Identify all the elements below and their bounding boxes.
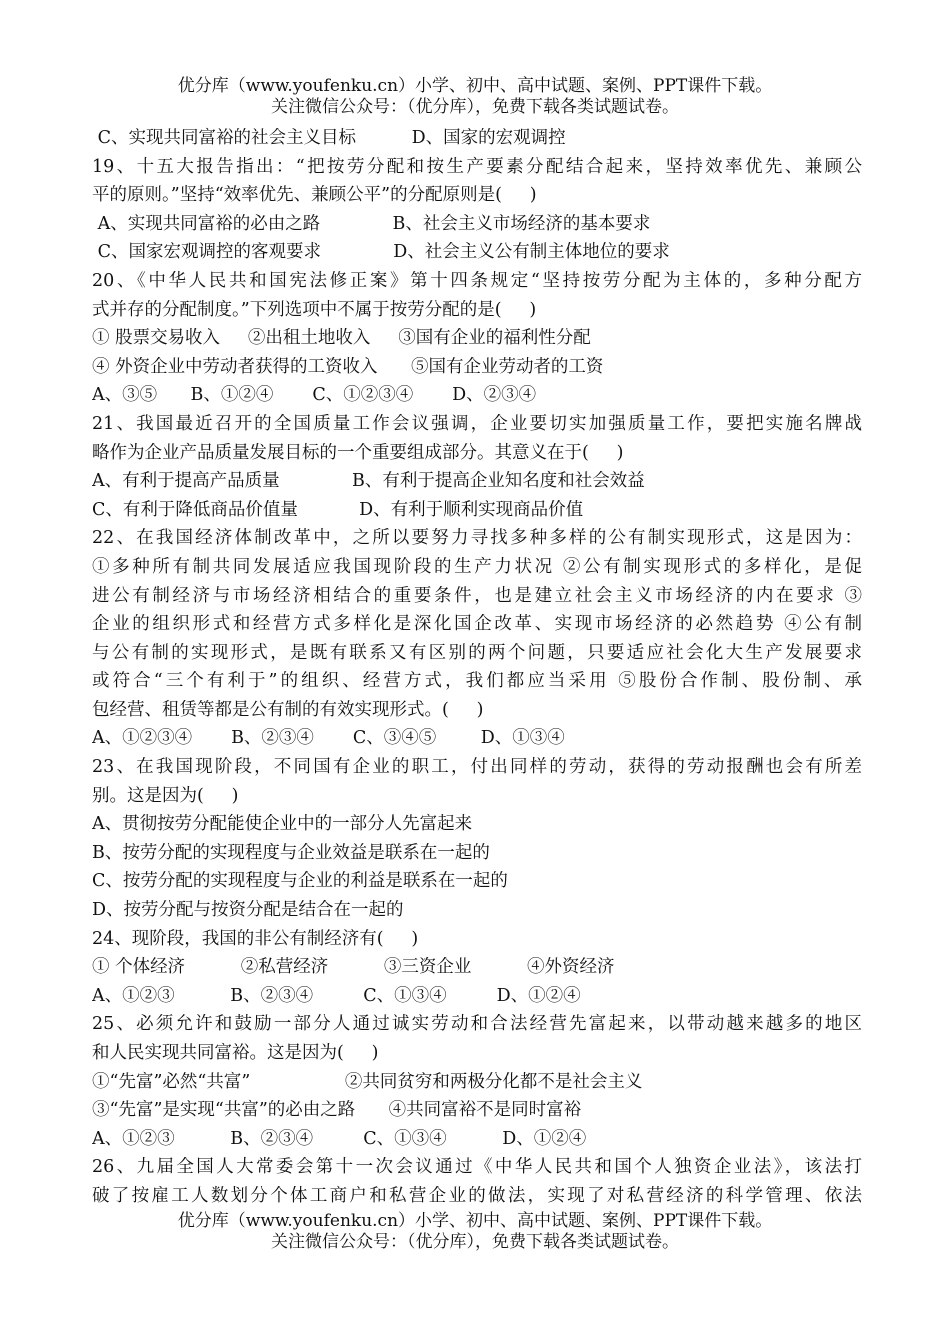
option-line: D、按劳分配与按资分配是结合在一起的 xyxy=(92,900,404,921)
option-line: C、按劳分配的实现程度与企业的利益是联系在一起的 xyxy=(92,871,508,892)
question-22-text: 22、在我国经济体制改革中，之所以要努力寻找多种多样的公有制实现形式，这是因为： xyxy=(92,528,862,549)
question-24-text: 24、现阶段，我国的非公有制经济有( ) xyxy=(92,928,419,949)
question-23-text: 别。这是因为( ) xyxy=(92,785,239,806)
option-line: A、①②③ B、②③④ C、①③④ D、①②④ xyxy=(92,1128,587,1149)
statement-line: 或符合“三个有利于”的组织、经营方式，我们都应当采用 ⑤股份合作制、股份制、承 xyxy=(92,671,862,692)
question-25-text: 25、必须允许和鼓励一部分人通过诚实劳动和合法经营先富起来，以带动越来越多的地区 xyxy=(92,1014,862,1035)
option-line: C、有利于降低商品价值量 D、有利于顺利实现商品价值 xyxy=(92,499,584,520)
footer-line-2: 关注微信公众号：（优分库），免费下载各类试题试卷。 xyxy=(271,1232,679,1252)
statement-line: 与公有制的实现形式，是既有联系又有区别的两个问题，只要适应社会化大生产发展要求 xyxy=(92,642,862,663)
option-line: A、①②③④ B、②③④ C、③④⑤ D、①③④ xyxy=(92,728,565,749)
option-line: A、③⑤ B、①②④ C、①②③④ D、②③④ xyxy=(92,385,537,406)
statement-line: 进公有制经济与市场经济相结合的重要条件，也是建立社会主义市场经济的内在要求 ③ xyxy=(92,585,862,606)
question-21-text: 21、我国最近召开的全国质量工作会议强调，企业要切实加强质量工作，要把实施名牌战 xyxy=(92,413,862,434)
option-line: A、有利于提高产品质量 B、有利于提高企业知名度和社会效益 xyxy=(92,471,645,492)
question-21-text: 略作为企业产品质量发展目标的一个重要组成部分。其意义在于( ) xyxy=(92,442,624,463)
statement-line: ①多种所有制共同发展适应我国现阶段的生产力状况 ②公有制实现形式的多样化，是促 xyxy=(92,556,862,577)
question-25-text: 和人民实现共同富裕。这是因为( ) xyxy=(92,1043,379,1063)
question-23-text: 23、在我国现阶段，不同国有企业的职工，付出同样的劳动，获得的劳动报酬也会有所差 xyxy=(92,757,862,778)
statement-line: ④ 外资企业中劳动者获得的工资收入 ⑤国有企业劳动者的工资 xyxy=(92,356,604,377)
footer-line-1: 优分库（www.youfenku.cn）小学、初中、高中试题、案例、PPT课件下载。 xyxy=(177,1211,773,1231)
header-line-2: 关注微信公众号：（优分库），免费下载各类试题试卷。 xyxy=(271,97,679,117)
page-header xyxy=(0,76,950,118)
header-line-1: 优分库（www.youfenku.cn）小学、初中、高中试题、案例、PPT课件下载。 xyxy=(177,76,773,96)
question-20-text: 20、《中华人民共和国宪法修正案》第十四条规定“坚持按劳分配为主体的，多种分配方 xyxy=(92,270,862,291)
statement-line: ①“先富”必然“共富” ②共同贫穷和两极分化都不是社会主义 xyxy=(92,1071,643,1092)
question-19-text: 平的原则。”坚持“效率优先、兼顾公平”的分配原则是( ) xyxy=(92,185,537,206)
option-line: C、国家宏观调控的客观要求 D、社会主义公有制主体地位的要求 xyxy=(92,242,670,263)
question-26-text: 26、九届全国人大常委会第十一次会议通过《中华人民共和国个人独资企业法》，该法打 xyxy=(92,1157,862,1178)
page-footer xyxy=(0,1211,950,1253)
statement-line: 包经营、租赁等都是公有制的有效实现形式。( ) xyxy=(92,699,484,720)
question-20-text: 式并存的分配制度。”下列选项中不属于按劳分配的是( ) xyxy=(92,299,537,320)
option-line: C、实现共同富裕的社会主义目标 D、国家的宏观调控 xyxy=(92,128,566,148)
statement-line: ③“先富”是实现“共富”的必由之路 ④共同富裕不是同时富裕 xyxy=(92,1100,582,1121)
document-body xyxy=(92,124,862,1211)
statement-line: ① 股票交易收入 ②出租土地收入 ③国有企业的福利性分配 xyxy=(92,328,591,349)
statement-line: ① 个体经济 ②私营经济 ③三资企业 ④外资经济 xyxy=(92,957,615,978)
question-19-text: 19、十五大报告指出：“把按劳分配和按生产要素分配结合起来，坚持效率优先、兼顾公 xyxy=(92,156,862,177)
option-line: B、按劳分配的实现程度与企业效益是联系在一起的 xyxy=(92,842,490,863)
question-26-text: 破了按雇工人数划分个体工商户和私营企业的做法，实现了对私营经济的科学管理、依法 xyxy=(92,1185,862,1206)
option-line: A、①②③ B、②③④ C、①③④ D、①②④ xyxy=(92,985,581,1006)
option-line: A、实现共同富裕的必由之路 B、社会主义市场经济的基本要求 xyxy=(92,213,651,234)
statement-line: 企业的组织形式和经营方式多样化是深化国企改革、实现市场经济的必然趋势 ④公有制 xyxy=(92,614,862,635)
option-line: A、贯彻按劳分配能使企业中的一部分人先富起来 xyxy=(92,814,473,835)
